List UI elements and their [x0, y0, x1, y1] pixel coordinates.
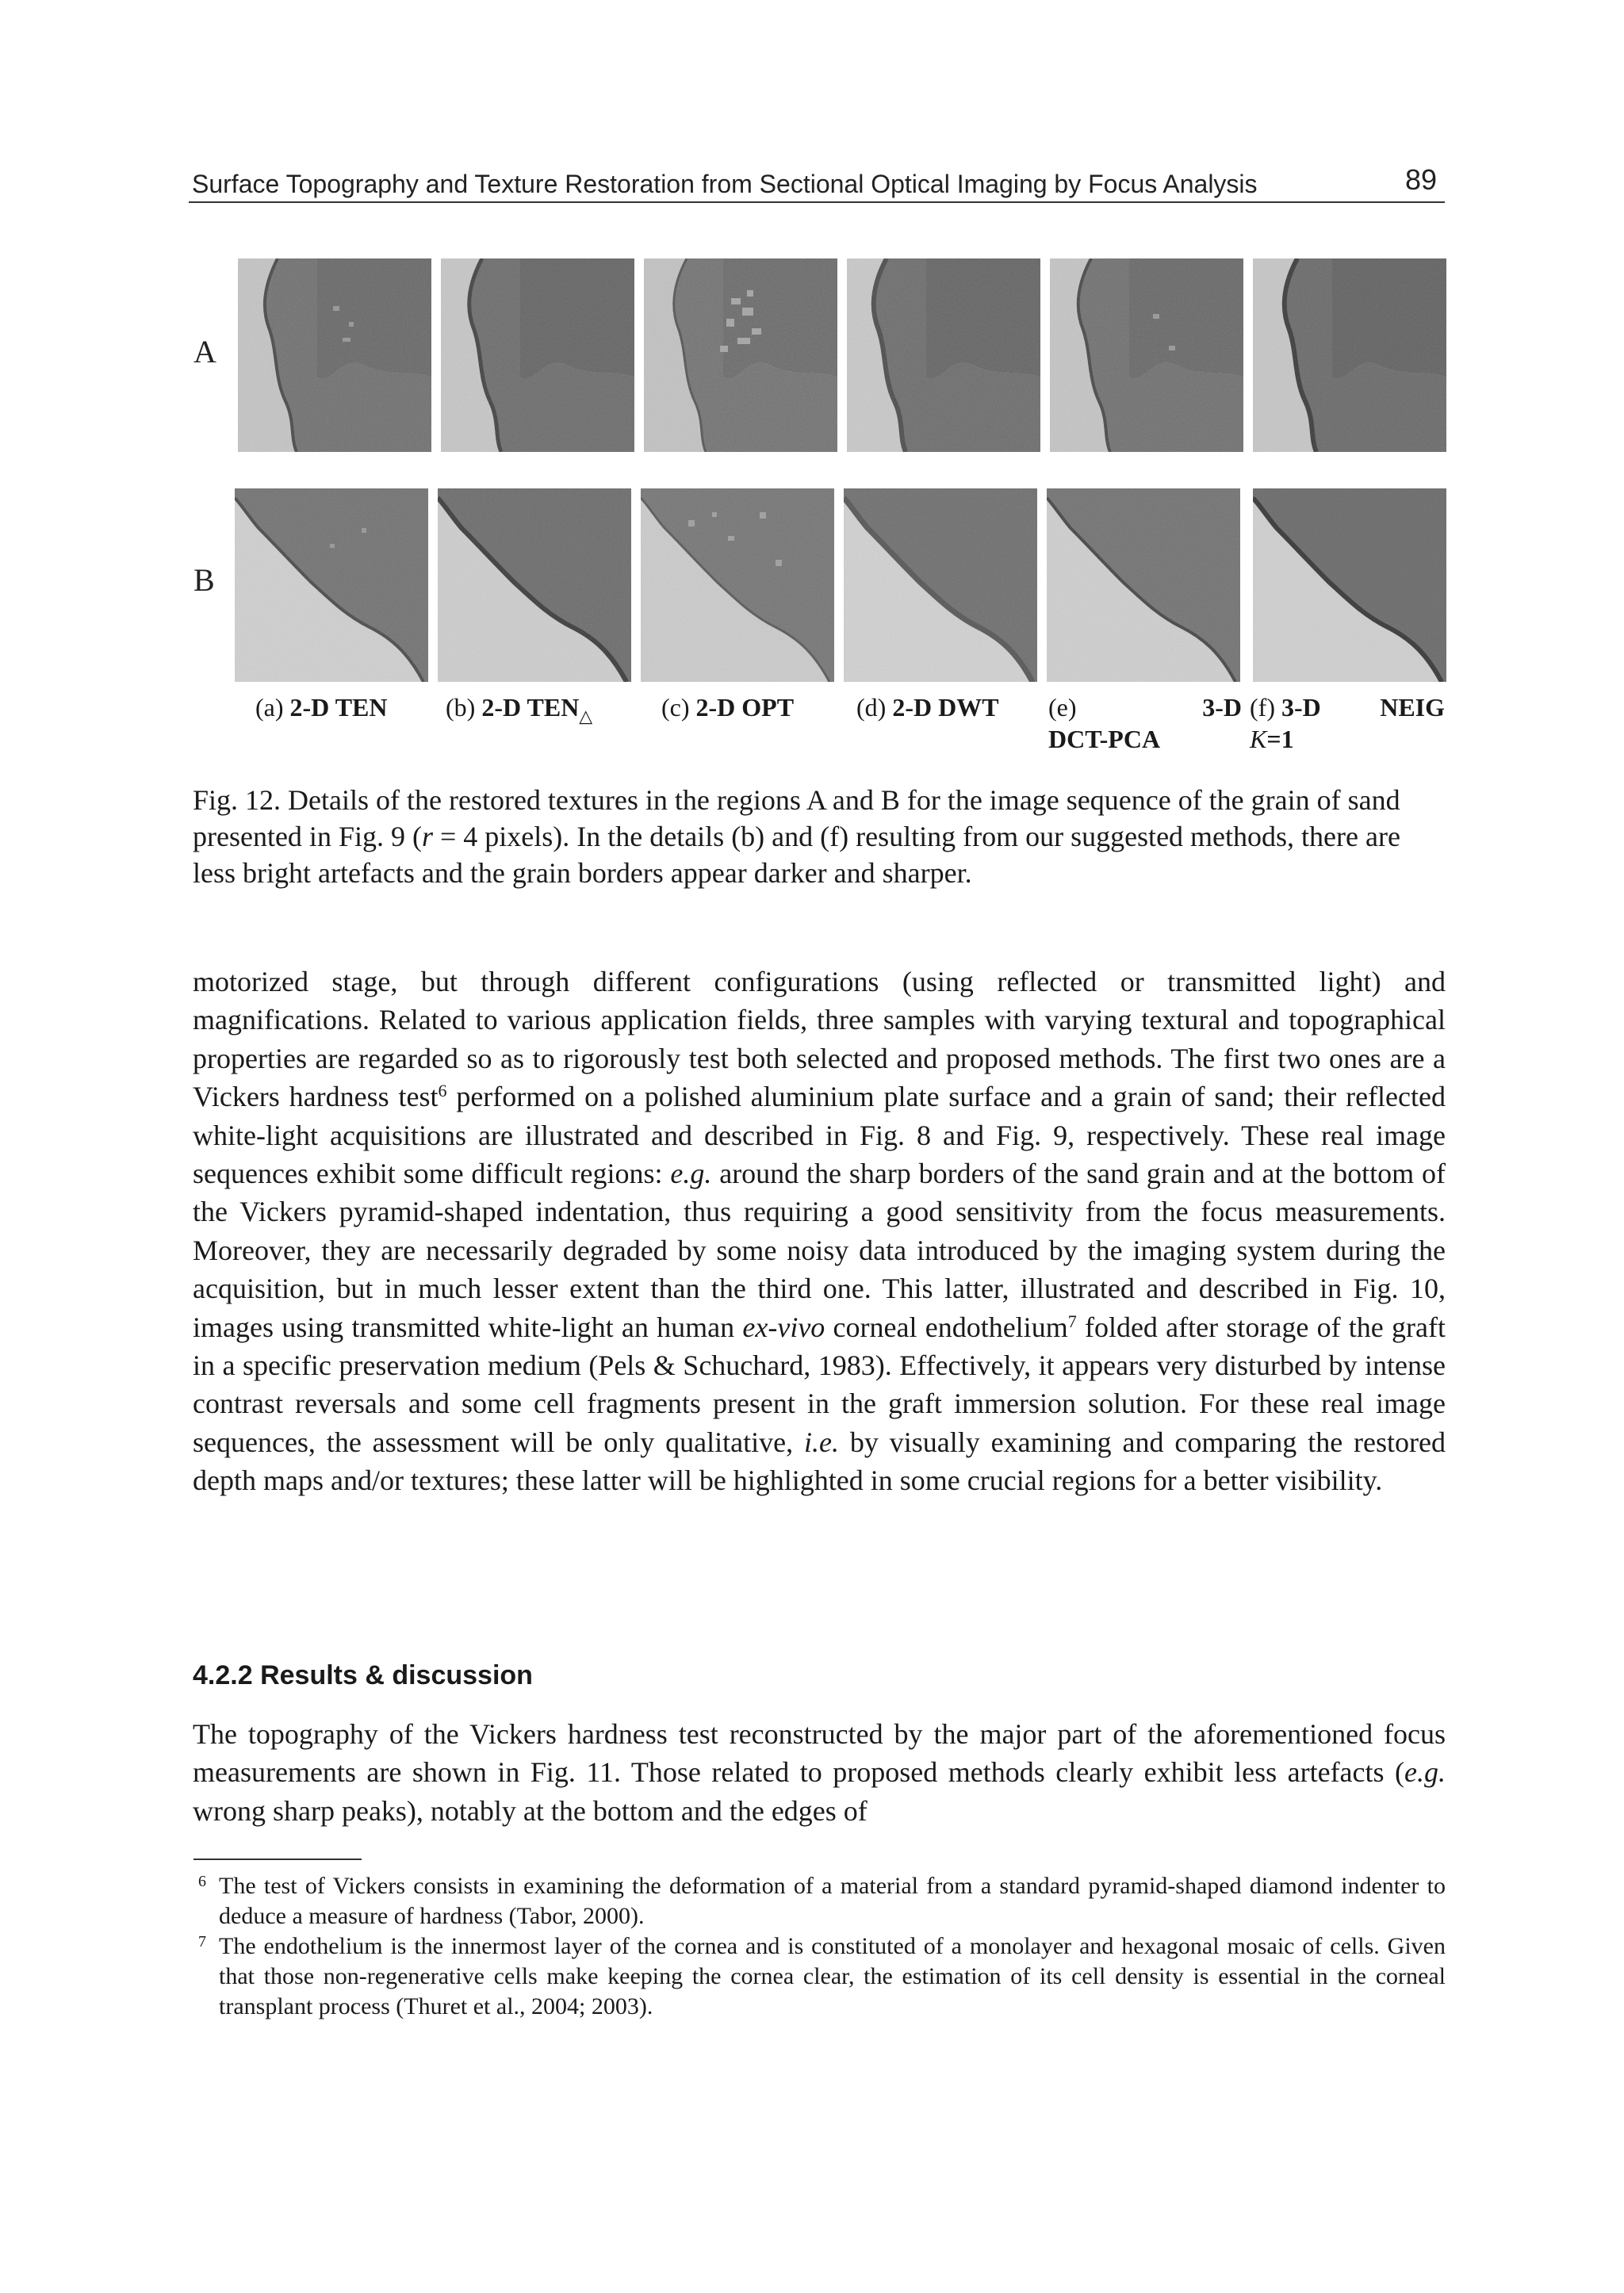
text-run: by visually examining and comparing the restored depth maps and/or textures; these latter will be highlighted in some crucial regions for a better visibility. — [193, 1426, 1446, 1497]
texture-image — [847, 258, 1040, 452]
page-number: 89 — [1404, 163, 1437, 196]
footnote-text: The test of Vickers consists in examining the deformation of a material from a standard pyramid-shaped diamond indenter to deduce a measure of hardness (Tabor, 2000). — [219, 1873, 1446, 1929]
italic-run: i.e. — [804, 1426, 839, 1458]
panel-a-2d-ten — [238, 258, 431, 452]
subcaption-c — [661, 691, 794, 755]
subcaption-tag: (e) — [1048, 693, 1077, 722]
text-run: performed on a polished aluminium plate surface and a grain of sand; their reflected white-light acquisitions are illustrated and described in Fig. 8 and Fig. 9, respectively. These real image sequences exhibit some difficult regions: — [193, 1081, 1446, 1190]
footnote-text: The endothelium is the innermost layer of the cornea and is constituted of a monolayer and hexagonal mosaic of cells. Given that those non-regenerative cells make keeping the cornea clear, the estimation of its cell density is essential in the corneal transplant process (Thuret et al., 2004; 2003). — [219, 1933, 1446, 2019]
running-title: Surface Topography and Texture Restoration from Sectional Optical Imaging by Focus Analysis — [192, 170, 1258, 198]
footnote-divider — [193, 1859, 362, 1860]
caption-label: Fig. 12. — [193, 784, 282, 816]
texture-image — [844, 488, 1037, 682]
panel-b-2d-ten-delta — [438, 488, 631, 682]
panel-b-2d-ten — [235, 488, 428, 682]
body-paragraph-1 — [193, 963, 1446, 1500]
subcaption-b — [446, 691, 592, 755]
panel-b-3d-dct-pca — [1047, 488, 1240, 682]
subcaption-tag: (d) — [856, 693, 887, 722]
subcaption-f — [1250, 691, 1445, 755]
panel-a-3d-dct-pca — [1050, 258, 1243, 452]
italic-run: ex-vivo — [742, 1311, 825, 1343]
caption-r-symbol: r — [421, 821, 433, 852]
subcaption-tag: (b) — [446, 693, 476, 722]
section-heading: 4.2.2 Results & discussion — [193, 1660, 533, 1690]
panel-a-2d-ten-delta — [441, 258, 634, 452]
subcaption-name: 3-D — [1281, 693, 1321, 722]
subcaption-name-line2: DCT-PCA — [1048, 725, 1161, 753]
text-run: folded after storage of the graft in a specific preservation medium (Pels & Schuchard, 1983). Effectively, it appears very disturbed by intense contrast reversals and some cell fragments present in the graft immersion solution. For these real image sequences, the assessment will be only qualitative, — [193, 1311, 1446, 1458]
text-run: wrong sharp peaks), notably at the bottom and the edges of — [193, 1794, 868, 1827]
footnote-mark: 7 — [198, 1933, 206, 1950]
texture-image — [238, 258, 431, 452]
text-run: motorized stage, but through different configurations (using reflected or transmitted light) and magnifications. Related to various application fields, three samples with varying textural and topographical properties are regarded so as to rigorously test both selected and proposed methods. The first two ones are a Vickers hardness test — [193, 966, 1446, 1113]
texture-image — [644, 258, 837, 452]
subcaption-tag: (a) — [255, 693, 284, 722]
text-run: around the sharp borders of the sand grain and at the bottom of the Vickers pyramid-shaped indentation, thus requiring a good sensitivity from the focus measurements. Moreover, they are necessarily degraded by some noisy data introduced by the imaging system during the acquisition, but in much lesser extent than the third one. This latter, illustrated and described in Fig. 10, images using transmitted white-light an human — [193, 1158, 1446, 1343]
subcaption-name: 2-D TEN — [481, 693, 580, 722]
panel-b-2d-dwt — [844, 488, 1037, 682]
footnote-ref-7[interactable]: 7 — [1067, 1311, 1077, 1331]
subcaption-d — [856, 691, 999, 755]
panel-a-3d-neig — [1253, 258, 1446, 452]
texture-image — [1253, 488, 1446, 682]
subcaption-name: 3-D — [1202, 693, 1242, 722]
footnote-mark: 6 — [198, 1873, 206, 1890]
texture-image — [438, 488, 631, 682]
caption-text-1: Details of the restored textures in the regions A and B for the image sequence of the grain of sand presented in Fig. 9 ( — [193, 784, 1400, 852]
footnote-6 — [198, 1871, 1446, 1931]
body-paragraph-2 — [193, 1715, 1446, 1830]
text-run: The topography of the Vickers hardness test reconstructed by the major part of the aforementioned focus measurements are shown in Fig. 11. Those related to proposed methods clearly exhibit less artefacts ( — [193, 1718, 1446, 1789]
triangle-subscript: △ — [579, 706, 593, 726]
texture-image — [1050, 258, 1243, 452]
texture-image — [1047, 488, 1240, 682]
subcaption-name: 2-D TEN — [289, 693, 388, 722]
italic-run: e.g. — [1404, 1756, 1446, 1789]
footnote-7 — [198, 1931, 1446, 2022]
subcaption-tag: (c) — [661, 693, 690, 722]
caption-text-2: = 4 pixels). In the details (b) and (f) resulting from our suggested methods, there are less bright artefacts and the grain borders appear darker and sharper. — [193, 821, 1400, 889]
texture-image — [441, 258, 634, 452]
text-run: corneal endothelium — [825, 1311, 1068, 1343]
texture-image — [1253, 258, 1446, 452]
figure-caption — [193, 782, 1446, 891]
subcaption-name-extra: NEIG — [1380, 693, 1445, 722]
italic-run: e.g. — [670, 1158, 712, 1190]
panel-b-2d-opt — [641, 488, 834, 682]
texture-image — [235, 488, 428, 682]
subcaption-tag: (f) — [1250, 693, 1275, 722]
subcaption-k-italic: K — [1250, 725, 1267, 753]
texture-image — [641, 488, 834, 682]
footnote-ref-6[interactable]: 6 — [438, 1081, 447, 1101]
subcaption-name: 2-D OPT — [695, 693, 795, 722]
running-header — [189, 163, 1445, 203]
panel-a-2d-dwt — [847, 258, 1040, 452]
panel-b-3d-neig — [1253, 488, 1446, 682]
subcaption-name: 2-D DWT — [892, 693, 999, 722]
subcaption-e — [1048, 691, 1242, 755]
subcaption-a — [255, 691, 388, 755]
subcaption-k-value: =1 — [1266, 725, 1294, 753]
row-label-a: A — [193, 334, 216, 369]
panel-a-2d-opt — [644, 258, 837, 452]
row-label-b: B — [193, 562, 215, 598]
